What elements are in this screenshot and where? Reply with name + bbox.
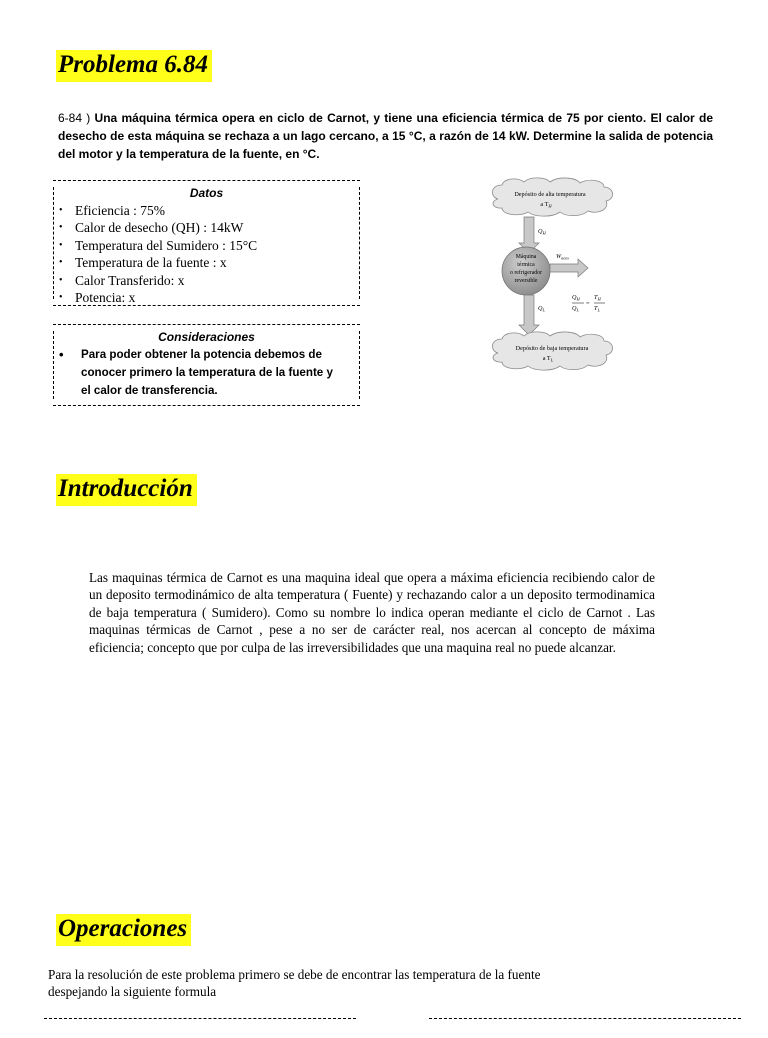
bullet-icon: • xyxy=(59,257,63,269)
operations-paragraph: Para la resolución de este problema primero se debe de encontrar las temperatura de la fuente despejando la siguiente formula xyxy=(48,967,541,1000)
bullet-icon: • xyxy=(59,205,63,216)
bottom-reservoir-cloud xyxy=(492,332,612,370)
bullet-icon: • xyxy=(59,347,64,362)
consideraciones-title: Consideraciones xyxy=(158,330,255,344)
datos-item: • Calor de desecho (QH) : 14kW xyxy=(59,220,244,236)
consideraciones-box xyxy=(53,324,360,406)
w-net-arrow xyxy=(550,259,588,277)
w-net-label: $W_{neto}$ xyxy=(556,253,569,261)
bullet-icon: • xyxy=(59,239,63,251)
svg-text:TL: $T_L$ xyxy=(594,305,600,313)
datos-title: Datos xyxy=(189,186,224,200)
top-reservoir-cloud xyxy=(492,178,612,216)
consideraciones-line: Para poder obtener la potencia debemos de xyxy=(81,348,322,361)
engine-label: o refrigerador xyxy=(509,270,543,276)
datos-item: • Temperatura de la fuente : x xyxy=(59,255,227,271)
formula-box-left xyxy=(44,1018,356,1038)
intro-paragraph: Las maquinas térmica de Carnot es una maquina ideal que opera a máxima eficiencia recibiendo calor de un deposito termodinámico de alta temperatura ( Fuente) y rechazando calor a un deposito termodinamica de baja temperatura ( Sumidero). Como su nombre lo indica operan mediante el ciclo de Carnot . Las maquinas térmicas de Carnot , pese a no ser de carácter real, nos acercan al concepto de máxima eficiencia; concepto que por culpa de las irreversibilidades que una maquina real no puede alcanzar. xyxy=(89,570,655,655)
engine-label: térmica xyxy=(517,262,535,268)
engine-circle xyxy=(502,247,550,295)
datos-item: • Potencia: x xyxy=(59,290,136,306)
consideraciones-line: el calor de transferencia. xyxy=(81,384,218,397)
top-reservoir-temp: a $T_H$ xyxy=(540,201,552,209)
svg-text:TH: $T_H$ xyxy=(594,294,601,302)
bullet-icon: • xyxy=(59,292,63,304)
consideraciones-text xyxy=(53,346,360,400)
engine-label: Máquina xyxy=(515,254,537,260)
datos-box xyxy=(53,180,360,306)
consideraciones-line: conocer primero la temperatura de la fuente y xyxy=(81,366,333,379)
ratio-formula xyxy=(572,294,605,313)
carnot-diagram xyxy=(488,177,620,371)
bottom-reservoir-label: Depósito de baja temperatura xyxy=(515,345,589,352)
q-h-label: $Q_H$ xyxy=(538,228,546,236)
datos-item: • Temperatura del Sumidero : 15°C xyxy=(59,237,258,253)
svg-text:QH: $Q_H$ xyxy=(572,294,580,302)
formula-box-right xyxy=(429,1018,741,1038)
q-l-label: $Q_L$ xyxy=(538,305,545,313)
operations-heading: Operaciones xyxy=(56,914,191,946)
datos-list xyxy=(53,202,360,306)
datos-item: • Eficiencia : 75% xyxy=(59,203,165,218)
problem-text: Una máquina térmica opera en ciclo de Carnot, y tiene una eficiencia térmica de 75 por ciento. El calor de desecho de esta máquina se rechaza a un lago cercano, a 15 °C, a razón de 14 kW. Determine la salida de potencia del motor y la temperatura de la fuente, en °C. xyxy=(58,111,713,161)
q-l-arrow xyxy=(519,295,539,335)
bullet-icon: • xyxy=(59,274,63,286)
datos-item: • Calor Transferido: x xyxy=(59,272,185,288)
bullet-icon: • xyxy=(59,222,63,234)
svg-text:=: = xyxy=(586,300,590,307)
svg-text:QL: $Q_L$ xyxy=(572,305,579,313)
problem-heading: Problema 6.84 xyxy=(56,50,212,82)
bottom-reservoir-temp: a $T_L$ xyxy=(542,355,554,363)
engine-label: reversible xyxy=(514,278,538,284)
top-reservoir-label: Depósito de alta temperatura xyxy=(514,191,586,198)
problem-statement xyxy=(58,109,713,163)
problem-number: 6-84 ) xyxy=(58,111,91,125)
intro-heading: Introducción xyxy=(56,474,197,506)
